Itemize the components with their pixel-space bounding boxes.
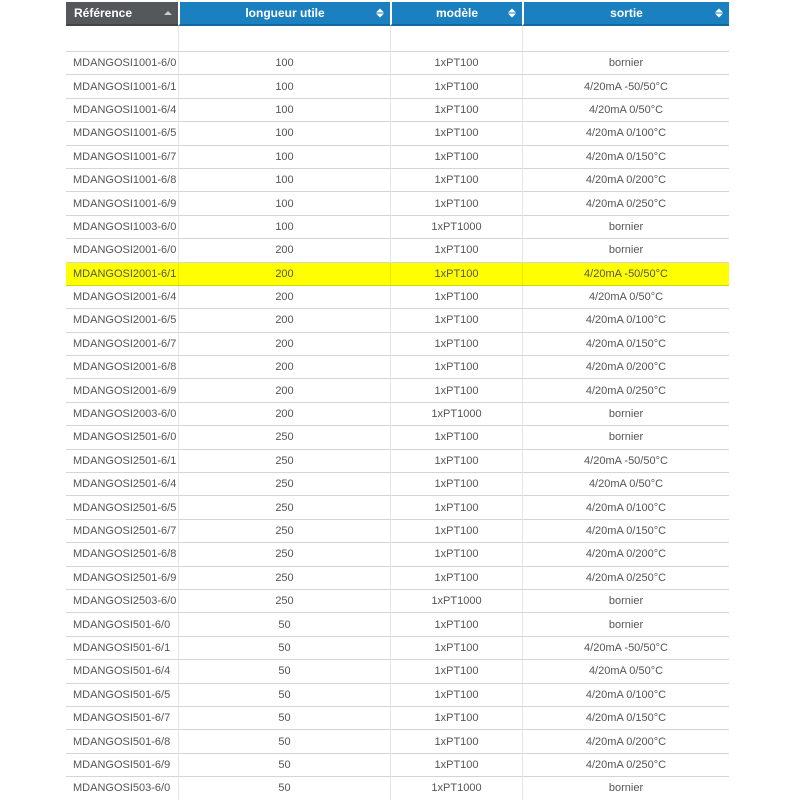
table-row[interactable] xyxy=(66,122,729,145)
cell-sortie: 4/20mA 0/200°C xyxy=(522,356,729,379)
table-row[interactable] xyxy=(66,286,729,309)
cell-modele: 1xPT100 xyxy=(390,333,522,356)
cell-reference: MDANGOSI2001-6/1 xyxy=(66,263,178,286)
cell-sortie: bornier xyxy=(522,52,729,75)
cell-modele: 1xPT100 xyxy=(390,707,522,730)
table-row[interactable] xyxy=(66,777,729,800)
cell-modele: 1xPT1000 xyxy=(390,777,522,800)
cell-longueur-utile: 200 xyxy=(178,379,390,402)
cell-reference: MDANGOSI2003-6/0 xyxy=(66,403,178,426)
table-row[interactable] xyxy=(66,496,729,519)
cell-sortie: bornier xyxy=(522,590,729,613)
cell-sortie: 4/20mA 0/250°C xyxy=(522,754,729,777)
cell-reference: MDANGOSI1001-6/0 xyxy=(66,52,178,75)
cell-modele: 1xPT1000 xyxy=(390,403,522,426)
cell-modele: 1xPT100 xyxy=(390,450,522,473)
cell-longueur-utile: 50 xyxy=(178,660,390,683)
cell-sortie: 4/20mA 0/150°C xyxy=(522,146,729,169)
cell-longueur-utile: 250 xyxy=(178,450,390,473)
cell-modele: 1xPT1000 xyxy=(390,216,522,239)
cell-sortie: 4/20mA 0/150°C xyxy=(522,520,729,543)
cell-sortie: 4/20mA -50/50°C xyxy=(522,75,729,98)
table-row[interactable] xyxy=(66,333,729,356)
product-table-container xyxy=(66,2,731,800)
cell-longueur-utile: 100 xyxy=(178,99,390,122)
table-row[interactable] xyxy=(66,99,729,122)
cell-longueur-utile: 200 xyxy=(178,309,390,332)
cell-reference: MDANGOSI2001-6/5 xyxy=(66,309,178,332)
cell-reference: MDANGOSI2501-6/4 xyxy=(66,473,178,496)
cell-longueur-utile: 50 xyxy=(178,613,390,636)
cell-modele: 1xPT100 xyxy=(390,309,522,332)
cell-reference: MDANGOSI501-6/1 xyxy=(66,637,178,660)
cell-reference: MDANGOSI501-6/8 xyxy=(66,730,178,753)
column-header-sortie[interactable] xyxy=(522,2,729,26)
cell-modele: 1xPT100 xyxy=(390,660,522,683)
cell-longueur-utile: 100 xyxy=(178,192,390,215)
cell-modele: 1xPT100 xyxy=(390,567,522,590)
cell-modele: 1xPT100 xyxy=(390,52,522,75)
table-row[interactable] xyxy=(66,309,729,332)
table-row[interactable] xyxy=(66,426,729,449)
cell-longueur-utile: 100 xyxy=(178,216,390,239)
cell-longueur-utile: 250 xyxy=(178,590,390,613)
cell-sortie: bornier xyxy=(522,403,729,426)
cell-modele: 1xPT100 xyxy=(390,99,522,122)
sort-ascending-icon xyxy=(164,11,172,15)
cell-reference: MDANGOSI2501-6/9 xyxy=(66,567,178,590)
cell-modele: 1xPT100 xyxy=(390,379,522,402)
cell-modele: 1xPT100 xyxy=(390,730,522,753)
table-row[interactable] xyxy=(66,450,729,473)
cell-sortie: bornier xyxy=(522,613,729,636)
cell-modele: 1xPT100 xyxy=(390,263,522,286)
cell-longueur-utile: 100 xyxy=(178,146,390,169)
table-row[interactable] xyxy=(66,52,729,75)
cell-longueur-utile: 200 xyxy=(178,333,390,356)
sort-both-icon xyxy=(508,9,516,18)
cell-sortie: 4/20mA 0/50°C xyxy=(522,660,729,683)
table-row[interactable] xyxy=(66,216,729,239)
table-row[interactable] xyxy=(66,379,729,402)
cell-sortie: 4/20mA 0/200°C xyxy=(522,169,729,192)
cell-sortie: 4/20mA 0/50°C xyxy=(522,286,729,309)
cell-longueur-utile: 250 xyxy=(178,496,390,519)
table-row[interactable] xyxy=(66,473,729,496)
column-header-longueur-utile-label: longueur utile xyxy=(245,6,325,20)
cell-modele: 1xPT100 xyxy=(390,426,522,449)
table-row[interactable] xyxy=(66,660,729,683)
cell-reference: MDANGOSI1001-6/9 xyxy=(66,192,178,215)
cell-reference: MDANGOSI1001-6/1 xyxy=(66,75,178,98)
table-row[interactable] xyxy=(66,613,729,636)
table-row-highlighted[interactable] xyxy=(66,263,729,286)
cell-longueur-utile: 50 xyxy=(178,754,390,777)
cell-sortie: 4/20mA 0/100°C xyxy=(522,496,729,519)
cell-modele: 1xPT100 xyxy=(390,543,522,566)
sort-both-icon xyxy=(376,9,384,18)
cell-modele: 1xPT100 xyxy=(390,239,522,262)
cell-sortie: 4/20mA 0/200°C xyxy=(522,543,729,566)
cell-reference: MDANGOSI2501-6/7 xyxy=(66,520,178,543)
cell-longueur-utile: 100 xyxy=(178,52,390,75)
cell-longueur-utile: 200 xyxy=(178,286,390,309)
cell-longueur-utile: 50 xyxy=(178,707,390,730)
cell-longueur-utile: 250 xyxy=(178,473,390,496)
cell-sortie: 4/20mA 0/200°C xyxy=(522,730,729,753)
cell-longueur-utile: 250 xyxy=(178,567,390,590)
cell-modele: 1xPT1000 xyxy=(390,590,522,613)
cell-reference: MDANGOSI1001-6/4 xyxy=(66,99,178,122)
table-row[interactable] xyxy=(66,520,729,543)
cell-modele: 1xPT100 xyxy=(390,356,522,379)
table-row[interactable] xyxy=(66,239,729,262)
column-header-modele[interactable] xyxy=(390,2,522,26)
cell-reference: MDANGOSI2501-6/0 xyxy=(66,426,178,449)
cell-sortie: bornier xyxy=(522,216,729,239)
spacer-cell xyxy=(178,26,390,52)
cell-reference: MDANGOSI2501-6/8 xyxy=(66,543,178,566)
cell-sortie: 4/20mA 0/150°C xyxy=(522,333,729,356)
table-body xyxy=(66,26,729,800)
table-row[interactable] xyxy=(66,637,729,660)
table-row[interactable] xyxy=(66,590,729,613)
cell-reference: MDANGOSI1001-6/8 xyxy=(66,169,178,192)
cell-reference: MDANGOSI1001-6/7 xyxy=(66,146,178,169)
cell-longueur-utile: 250 xyxy=(178,426,390,449)
cell-reference: MDANGOSI2001-6/8 xyxy=(66,356,178,379)
cell-sortie: 4/20mA 0/250°C xyxy=(522,192,729,215)
cell-modele: 1xPT100 xyxy=(390,286,522,309)
sort-both-icon xyxy=(715,9,723,18)
cell-modele: 1xPT100 xyxy=(390,75,522,98)
table-row[interactable] xyxy=(66,169,729,192)
cell-reference: MDANGOSI501-6/9 xyxy=(66,754,178,777)
cell-sortie: 4/20mA 0/50°C xyxy=(522,473,729,496)
cell-sortie: 4/20mA 0/100°C xyxy=(522,684,729,707)
cell-reference: MDANGOSI501-6/4 xyxy=(66,660,178,683)
table-row[interactable] xyxy=(66,543,729,566)
cell-sortie: bornier xyxy=(522,426,729,449)
cell-longueur-utile: 250 xyxy=(178,520,390,543)
cell-modele: 1xPT100 xyxy=(390,169,522,192)
spacer-cell xyxy=(522,26,729,52)
cell-modele: 1xPT100 xyxy=(390,496,522,519)
table-row[interactable] xyxy=(66,684,729,707)
cell-modele: 1xPT100 xyxy=(390,613,522,636)
cell-longueur-utile: 100 xyxy=(178,122,390,145)
cell-reference: MDANGOSI1003-6/0 xyxy=(66,216,178,239)
cell-modele: 1xPT100 xyxy=(390,146,522,169)
cell-sortie: 4/20mA 0/250°C xyxy=(522,567,729,590)
cell-reference: MDANGOSI2503-6/0 xyxy=(66,590,178,613)
cell-reference: MDANGOSI2501-6/5 xyxy=(66,496,178,519)
cell-reference: MDANGOSI501-6/5 xyxy=(66,684,178,707)
column-header-modele-label: modèle xyxy=(435,6,478,20)
cell-modele: 1xPT100 xyxy=(390,637,522,660)
cell-longueur-utile: 250 xyxy=(178,543,390,566)
cell-reference: MDANGOSI2501-6/1 xyxy=(66,450,178,473)
cell-sortie: 4/20mA -50/50°C xyxy=(522,450,729,473)
table-row[interactable] xyxy=(66,754,729,777)
table-row[interactable] xyxy=(66,403,729,426)
cell-sortie: 4/20mA 0/150°C xyxy=(522,707,729,730)
cell-longueur-utile: 50 xyxy=(178,777,390,800)
cell-reference: MDANGOSI2001-6/7 xyxy=(66,333,178,356)
cell-sortie: 4/20mA 0/100°C xyxy=(522,309,729,332)
cell-longueur-utile: 200 xyxy=(178,403,390,426)
cell-sortie: 4/20mA 0/250°C xyxy=(522,379,729,402)
table-row[interactable] xyxy=(66,192,729,215)
spacer-cell xyxy=(390,26,522,52)
cell-reference: MDANGOSI2001-6/0 xyxy=(66,239,178,262)
cell-sortie: bornier xyxy=(522,777,729,800)
cell-reference: MDANGOSI501-6/7 xyxy=(66,707,178,730)
cell-sortie: 4/20mA -50/50°C xyxy=(522,263,729,286)
table-row[interactable] xyxy=(66,567,729,590)
cell-modele: 1xPT100 xyxy=(390,122,522,145)
column-header-longueur-utile[interactable] xyxy=(178,2,390,26)
cell-reference: MDANGOSI503-6/0 xyxy=(66,777,178,800)
cell-longueur-utile: 50 xyxy=(178,637,390,660)
cell-reference: MDANGOSI501-6/0 xyxy=(66,613,178,636)
table-row[interactable] xyxy=(66,75,729,98)
cell-longueur-utile: 200 xyxy=(178,263,390,286)
cell-reference: MDANGOSI2001-6/9 xyxy=(66,379,178,402)
column-header-reference-label: Référence xyxy=(74,6,133,20)
cell-sortie: 4/20mA -50/50°C xyxy=(522,637,729,660)
cell-longueur-utile: 100 xyxy=(178,75,390,98)
cell-modele: 1xPT100 xyxy=(390,684,522,707)
cell-longueur-utile: 200 xyxy=(178,239,390,262)
spacer-cell xyxy=(66,26,178,52)
cell-longueur-utile: 50 xyxy=(178,684,390,707)
table-row[interactable] xyxy=(66,356,729,379)
cell-sortie: 4/20mA 0/50°C xyxy=(522,99,729,122)
cell-modele: 1xPT100 xyxy=(390,754,522,777)
column-header-reference[interactable] xyxy=(66,2,178,26)
table-row[interactable] xyxy=(66,707,729,730)
product-table xyxy=(66,2,729,800)
cell-modele: 1xPT100 xyxy=(390,520,522,543)
cell-modele: 1xPT100 xyxy=(390,192,522,215)
cell-sortie: bornier xyxy=(522,239,729,262)
cell-reference: MDANGOSI1001-6/5 xyxy=(66,122,178,145)
column-header-sortie-label: sortie xyxy=(610,6,643,20)
header-row xyxy=(66,2,729,26)
cell-longueur-utile: 100 xyxy=(178,169,390,192)
cell-reference: MDANGOSI2001-6/4 xyxy=(66,286,178,309)
table-row[interactable] xyxy=(66,730,729,753)
cell-longueur-utile: 200 xyxy=(178,356,390,379)
cell-longueur-utile: 50 xyxy=(178,730,390,753)
cell-sortie: 4/20mA 0/100°C xyxy=(522,122,729,145)
table-row[interactable] xyxy=(66,146,729,169)
cell-modele: 1xPT100 xyxy=(390,473,522,496)
spacer-row xyxy=(66,26,729,52)
